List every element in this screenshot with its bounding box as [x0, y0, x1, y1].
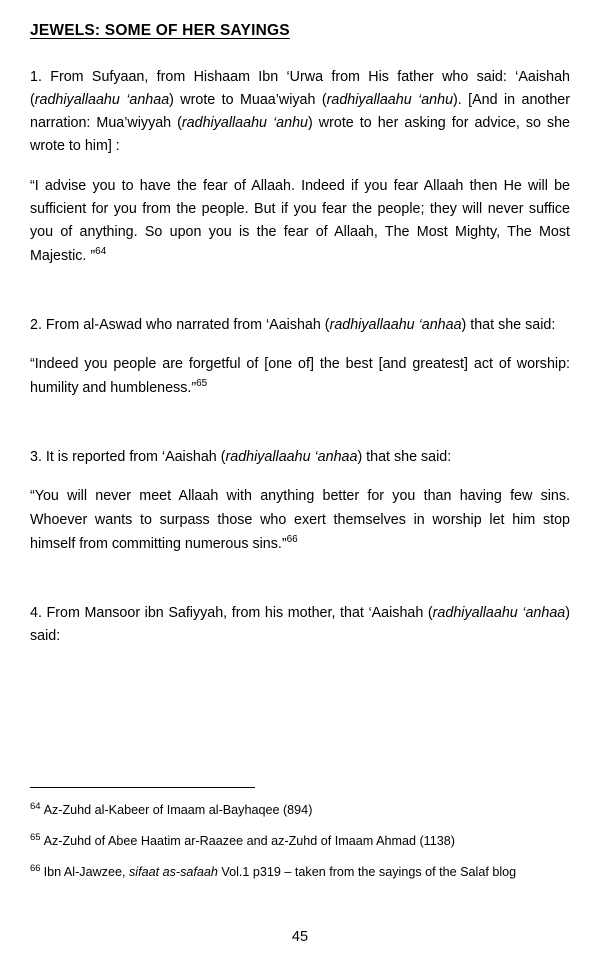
footnote-66-number: 66	[30, 862, 41, 874]
footnote-divider	[30, 787, 255, 788]
saying-2-quote	[30, 353, 570, 400]
saying-3-intro-text-2: ) that she said:	[357, 449, 452, 466]
footnote-66-text-2: Vol.1 p319 – taken from the sayings of the Salaf blog	[217, 865, 517, 880]
footnote-64	[30, 800, 570, 820]
saying-3-quote-text: “You will never meet Allaah with anything better for you than having few sins. Whoever wants to surpass those who exert themselves in worship let him stop himself from committing numerous sins.”	[30, 488, 570, 552]
saying-1-intro-text-3: ). [And in another narration: Mua’wiyyah (	[30, 92, 570, 132]
saying-4-intro	[30, 602, 570, 648]
saying-1-quote	[30, 175, 570, 268]
saying-1-intro-text-2: ) wrote to Muaa’wiyah (	[169, 92, 327, 109]
saying-2-intro-text-1: 2. From al-Aswad who narrated from ‘Aaishah (	[30, 317, 330, 334]
saying-1-intro-italic-1: radhiyallaahu ‘anhaa	[34, 92, 170, 109]
footnote-65-number: 65	[30, 831, 41, 843]
saying-2-quote-footnote-ref: 65	[196, 378, 208, 390]
saying-4-intro-text-2: ) said:	[30, 604, 571, 644]
footnote-66	[30, 862, 570, 882]
saying-2-intro-text-2: ) that she said:	[461, 317, 556, 334]
saying-1-intro-text-1: 1. From Sufyaan, from Hishaam Ibn ‘Urwa from His father who said: ‘Aaishah (	[30, 69, 570, 109]
saying-3-intro-text-1: 3. It is reported from ‘Aaishah (	[30, 449, 226, 466]
saying-1-intro-italic-3: radhiyallaahu ‘anhu	[181, 115, 308, 132]
footnote-area	[30, 787, 570, 893]
footnote-66-text-1: Ibn Al-Jawzee,	[43, 865, 129, 880]
saying-3-intro	[30, 446, 570, 469]
page-title: JEWELS: SOME OF HER SAYINGS	[30, 22, 290, 39]
saying-1-intro-text-4: ) wrote to her asking for advice, so she wrote to him] :	[30, 115, 570, 155]
footnote-64-number: 64	[30, 800, 41, 812]
saying-1-intro	[30, 66, 570, 159]
saying-2-intro-italic-1: radhiyallaahu ‘anhaa	[329, 317, 462, 334]
footnote-66-italic: sifaat as-safaah	[128, 865, 218, 880]
footnote-65	[30, 831, 570, 851]
page-number: 45	[291, 929, 309, 945]
saying-2-quote-text: “Indeed you people are forgetful of [one of] the best [and greatest] act of worship: humility and humbleness.”	[30, 356, 570, 397]
saying-1-quote-footnote-ref: 64	[95, 246, 107, 258]
footnote-65-text: Az-Zuhd of Abee Haatim ar-Raazee and az-Zuhd of Imaam Ahmad (1138)	[43, 834, 455, 849]
saying-4-intro-italic-1: radhiyallaahu ‘anhaa	[432, 604, 566, 621]
saying-2-intro	[30, 314, 570, 337]
saying-1-intro-italic-2: radhiyallaahu ‘anhu	[326, 92, 454, 109]
saying-3-intro-italic-1: radhiyallaahu ‘anhaa	[225, 449, 358, 466]
saying-4-intro-text-1: 4. From Mansoor ibn Safiyyah, from his mother, that ‘Aaishah (	[30, 604, 433, 621]
footnote-64-text: Az-Zuhd al-Kabeer of Imaam al-Bayhaqee (894)	[43, 802, 313, 817]
saying-3-quote-footnote-ref: 66	[286, 533, 298, 545]
saying-3-quote	[30, 485, 570, 555]
saying-1-quote-text: “I advise you to have the fear of Allaah. Indeed if you fear Allaah then He will be sufficient for you from the people. But if you fear the people; they will never suffice you of anything. So upon you is the fear of Allaah, The Most Mighty, The Most Majestic. ”	[30, 177, 570, 264]
